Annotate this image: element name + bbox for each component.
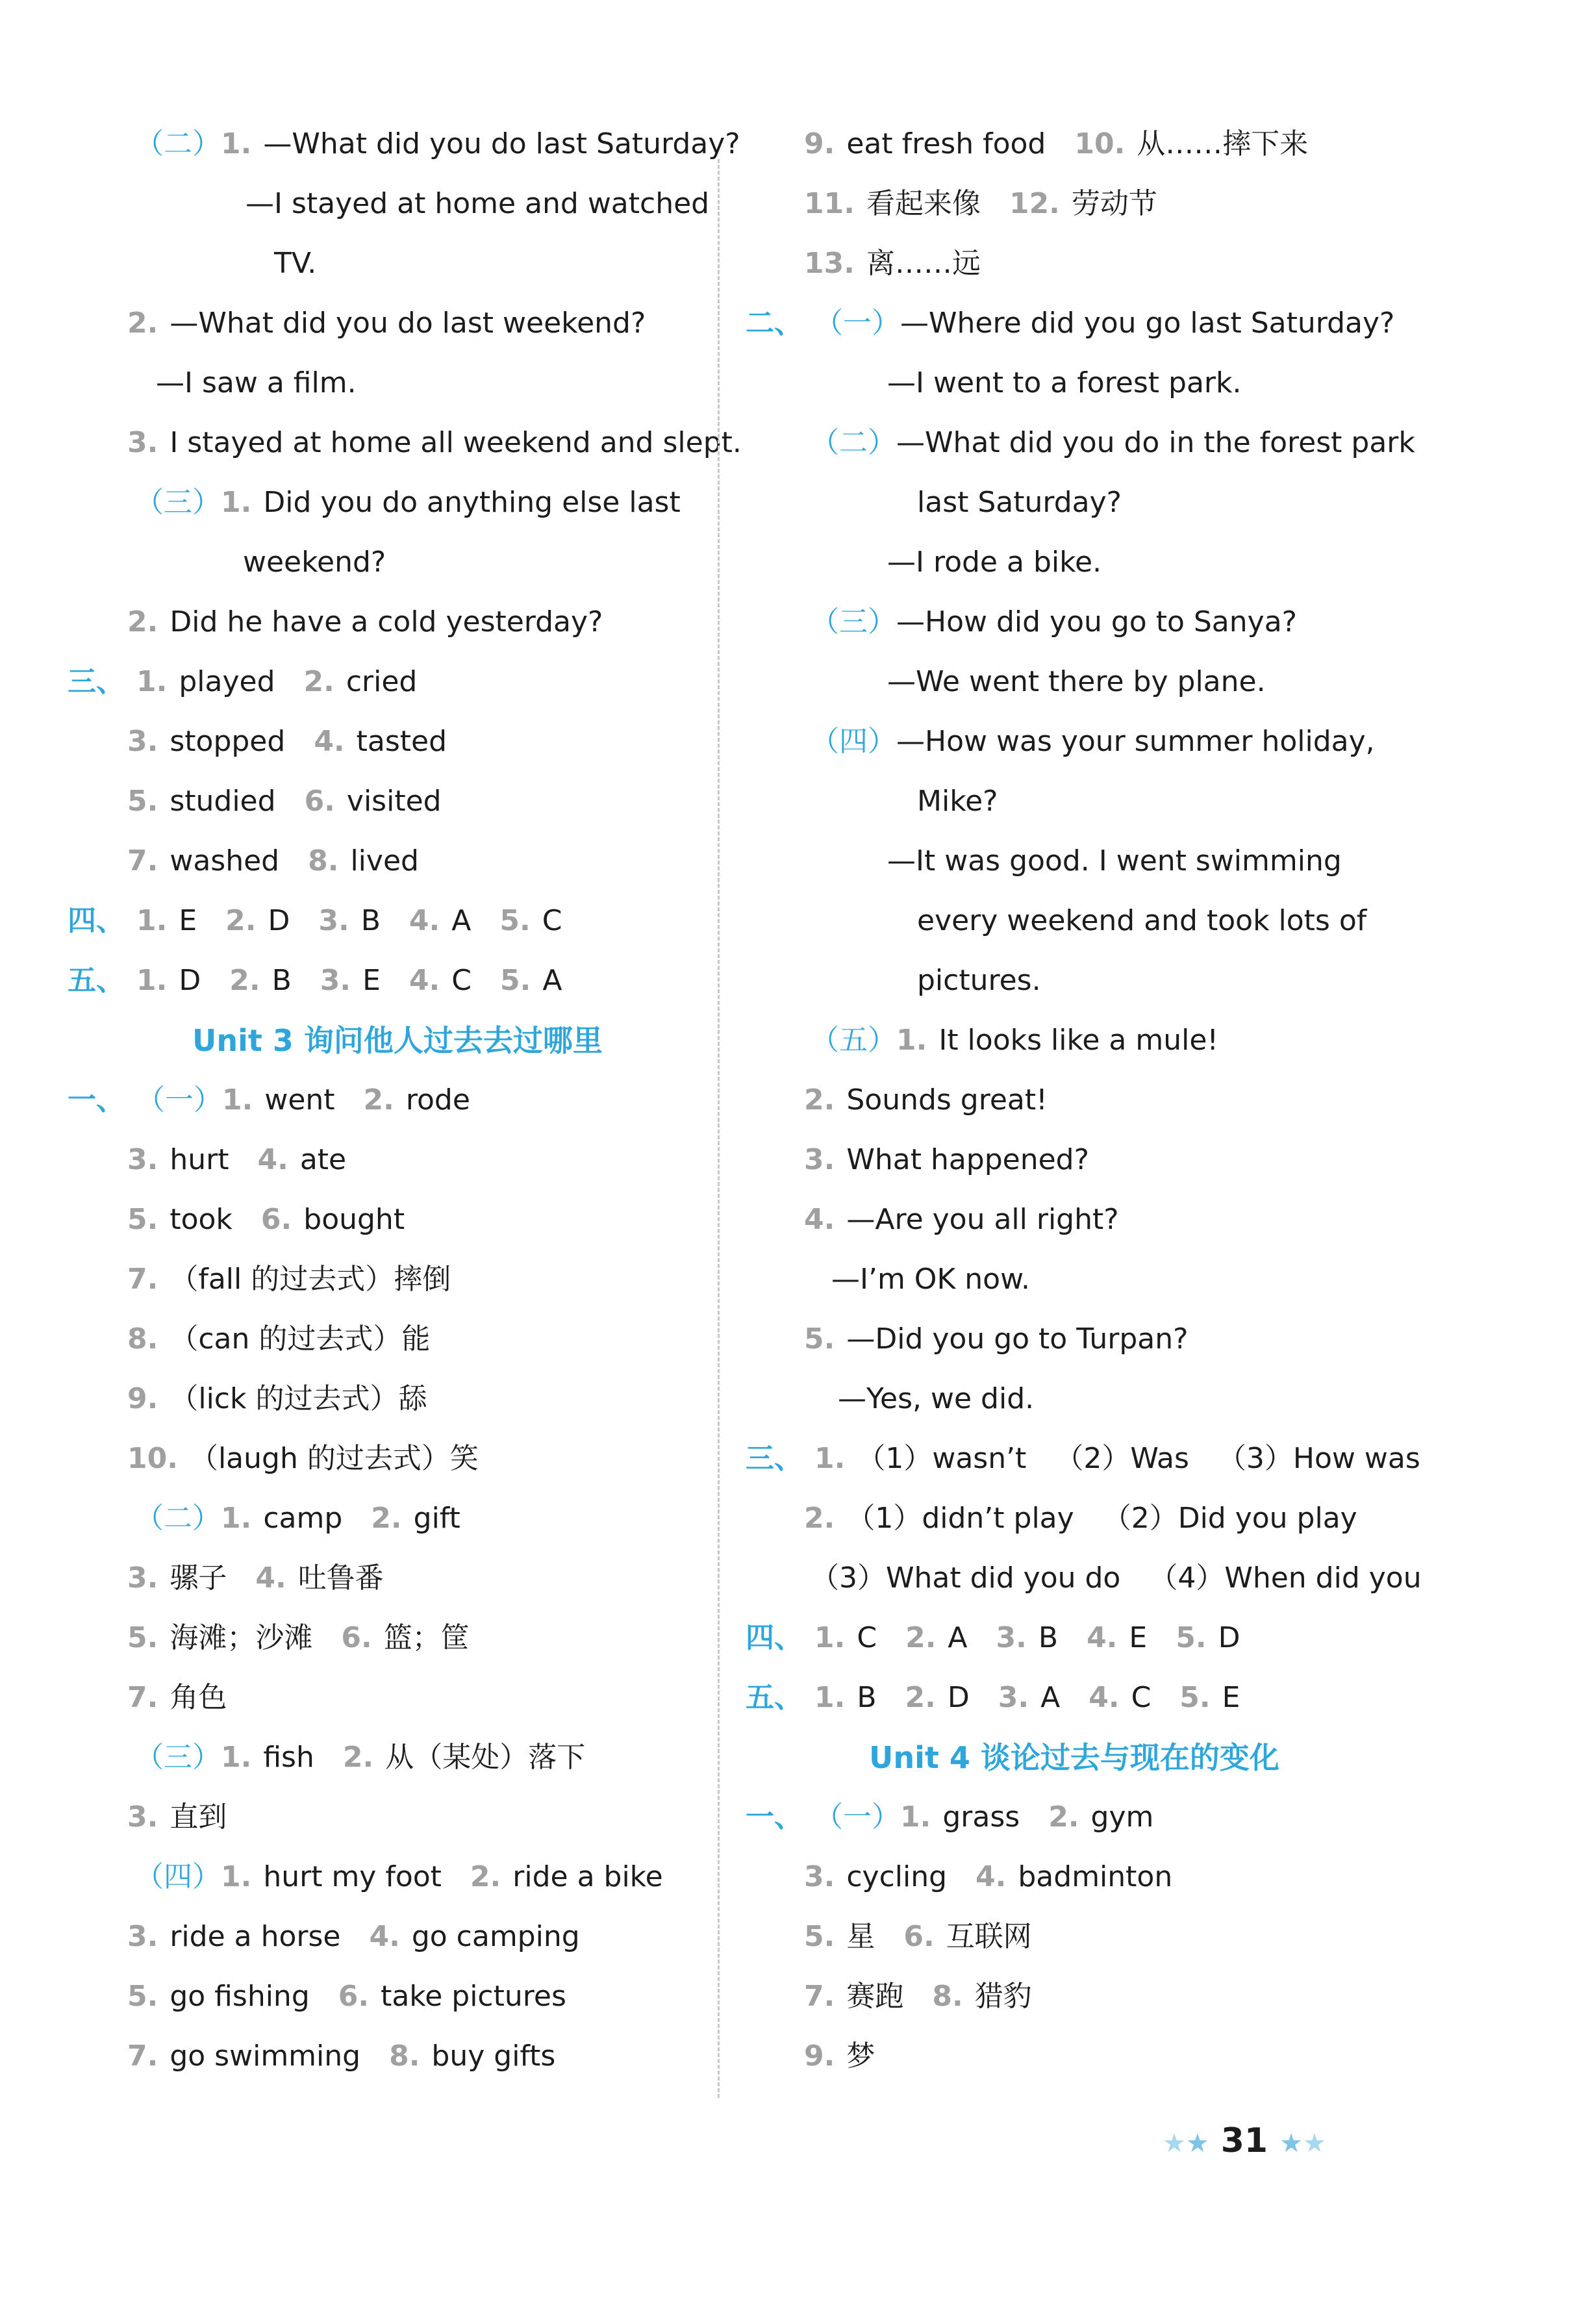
answer-line [127, 1190, 405, 1250]
answer-text: （1）wasn’t [857, 1442, 1027, 1475]
item-number: 1. [136, 964, 168, 997]
answer-text: 猎豹 [974, 1980, 1032, 2013]
part-marker: （三） [135, 486, 221, 519]
item-number: 3. [127, 1561, 158, 1595]
answer-text: fish [263, 1741, 314, 1774]
item-number: 6. [260, 1203, 292, 1236]
section-marker: 五、 [68, 964, 125, 997]
item-number: 5. [804, 1322, 835, 1356]
answer-text: studied [170, 785, 276, 818]
item-number: 7. [127, 2040, 158, 2073]
item-number: 3. [320, 964, 351, 997]
answer-line [68, 951, 562, 1011]
answer-text: D [1218, 1621, 1240, 1654]
item-number: 3. [804, 1143, 835, 1176]
answer-line [811, 413, 1415, 473]
item-number: 2. [363, 1083, 394, 1117]
answer-line [811, 1011, 1218, 1070]
answer-line [746, 1787, 1153, 1847]
answer-text: washed [170, 844, 280, 878]
part-marker: （一） [814, 1800, 900, 1834]
answer-text: gym [1090, 1800, 1154, 1834]
answer-text: tasted [356, 725, 447, 758]
item-number: 1. [136, 904, 168, 937]
item-number: 13. [804, 247, 855, 280]
item-number: 10. [127, 1442, 178, 1475]
answer-line [746, 1429, 1420, 1489]
answer-text: Sounds great! [846, 1083, 1048, 1117]
item-number: 5. [127, 1203, 158, 1236]
item-number: 2. [371, 1502, 402, 1535]
answer-line [838, 1369, 1034, 1429]
item-number: 8. [932, 1980, 963, 2013]
answer-text: It looks like a mule! [938, 1024, 1219, 1057]
item-number: 1. [896, 1024, 927, 1057]
answer-text: 海滩；沙滩 [170, 1621, 313, 1654]
item-number: 2. [303, 665, 334, 698]
item-number: 7. [127, 1263, 158, 1296]
answer-text: cycling [846, 1860, 948, 1893]
item-number: 3. [804, 1860, 835, 1893]
answer-text: C [1131, 1681, 1152, 1714]
answer-text: I stayed at home all weekend and slept. [170, 426, 742, 459]
item-number: 1. [221, 1860, 252, 1893]
answer-text: B [271, 964, 292, 997]
answer-line [243, 533, 386, 592]
answer-line [68, 891, 562, 951]
item-number: 2. [229, 964, 260, 997]
answer-line [127, 1907, 580, 1967]
item-number: 6. [304, 785, 335, 818]
item-number: 5. [127, 1980, 158, 2013]
part-marker: （四） [135, 1860, 221, 1893]
answer-text: 星 [846, 1920, 875, 1953]
answer-line [127, 592, 603, 652]
item-number: 5. [500, 964, 531, 997]
item-number: 3. [127, 1143, 158, 1176]
answer-text: 从……摔下来 [1137, 127, 1309, 160]
answer-line [245, 174, 709, 234]
answer-text: —Yes, we did. [838, 1382, 1035, 1415]
item-number: 4. [314, 725, 345, 758]
answer-text: ride a bike [512, 1860, 663, 1893]
answer-text: A [542, 964, 562, 997]
answer-line [887, 652, 1266, 712]
part-marker: （三） [135, 1741, 221, 1774]
item-number: 2. [342, 1741, 374, 1774]
page-number: 31 [1220, 2121, 1268, 2160]
answer-text: grass [942, 1800, 1020, 1834]
item-number: 2. [804, 1083, 835, 1117]
item-number: 12. [1009, 187, 1060, 220]
answer-text: camp [263, 1502, 343, 1535]
answer-text: —What did you do in the forest park [896, 426, 1415, 459]
answer-text: E [1129, 1621, 1148, 1654]
answer-line [887, 353, 1241, 413]
unit-title: Unit 4 谈论过去与现在的变化 [869, 1740, 1279, 1775]
answer-line [274, 234, 316, 294]
answer-text: D [179, 964, 201, 997]
answer-text: —How did you go to Sanya? [896, 605, 1298, 638]
answer-text: —What did you do last Saturday? [263, 127, 740, 160]
answer-text: D [268, 904, 290, 937]
answer-text: —It was good. I went swimming [887, 844, 1342, 878]
answer-text: go camping [411, 1920, 580, 1953]
item-number: 4. [976, 1860, 1007, 1893]
answer-text: went [264, 1083, 335, 1117]
item-number: 1. [814, 1681, 846, 1714]
item-number: 3. [127, 1800, 158, 1834]
answer-text: A [1040, 1681, 1061, 1714]
answer-line [804, 234, 981, 294]
answer-text: （2）Was [1055, 1442, 1189, 1475]
answer-line [804, 1070, 1048, 1130]
answer-line [127, 1608, 470, 1668]
answer-text: What happened? [846, 1143, 1089, 1176]
answer-text: A [948, 1621, 968, 1654]
part-marker: （二） [135, 127, 221, 160]
answer-text: —I rode a bike. [887, 546, 1102, 579]
section-marker: 四、 [68, 904, 125, 937]
item-number: 5. [1176, 1621, 1207, 1654]
answer-text: —What did you do last weekend? [170, 307, 646, 340]
answer-text: （can 的过去式）能 [170, 1322, 431, 1356]
answer-text: lived [350, 844, 419, 878]
answer-text: ate [299, 1143, 347, 1176]
item-number: 1. [900, 1800, 931, 1834]
item-number: 1. [814, 1621, 846, 1654]
answer-text: visited [346, 785, 442, 818]
item-number: 6. [341, 1621, 372, 1654]
answer-text: hurt my foot [263, 1860, 442, 1893]
answer-text: go swimming [170, 2040, 361, 2073]
item-number: 4. [409, 904, 440, 937]
answer-text: A [451, 904, 472, 937]
part-marker: （二） [135, 1502, 221, 1535]
item-number: 1. [221, 1741, 252, 1774]
answer-line [127, 1369, 427, 1429]
answer-text: TV. [274, 247, 317, 280]
answer-text: （2）Did you play [1102, 1502, 1357, 1535]
answer-text: 直到 [170, 1800, 227, 1834]
answer-line [746, 294, 1394, 353]
item-number: 2. [905, 1621, 937, 1654]
item-number: 4. [255, 1561, 286, 1595]
answer-text: E [1222, 1681, 1240, 1714]
item-number: 11. [804, 187, 855, 220]
answer-text: played [179, 665, 275, 698]
answer-line [804, 1190, 1119, 1250]
unit-title: Unit 3 询问他人过去去过哪里 [192, 1023, 603, 1058]
answer-text: go fishing [170, 1980, 310, 2013]
answer-text: take pictures [381, 1980, 566, 2013]
answer-text: 吐鲁番 [297, 1561, 384, 1595]
answer-line [68, 652, 417, 712]
answer-line [917, 951, 1041, 1011]
answer-line [127, 772, 442, 831]
answer-text: weekend? [243, 546, 386, 579]
answer-line [127, 294, 646, 353]
answer-text: （1）didn’t play [846, 1502, 1074, 1535]
item-number: 1. [221, 1502, 252, 1535]
part-marker: （四） [811, 725, 896, 758]
item-number: 1. [136, 665, 168, 698]
answer-text: pictures. [917, 964, 1041, 997]
answer-text: （laugh 的过去式）笑 [189, 1442, 479, 1475]
item-number: 5. [1179, 1681, 1211, 1714]
answer-line [887, 533, 1101, 592]
item-number: 1. [222, 1083, 253, 1117]
section-marker: 三、 [68, 665, 125, 698]
answer-line [156, 353, 357, 413]
answer-line [804, 1130, 1089, 1190]
answer-line [804, 114, 1308, 174]
answer-line [135, 1728, 585, 1787]
answer-text: cried [346, 665, 418, 698]
answer-text: rode [405, 1083, 470, 1117]
answer-text: Did you do anything else last [263, 486, 681, 519]
answer-line [127, 1967, 566, 2027]
answer-text: B [857, 1681, 877, 1714]
section-marker: 二、 [746, 307, 803, 340]
answer-text: ride a horse [170, 1920, 341, 1953]
item-number: 10. [1074, 127, 1126, 160]
item-number: 8. [389, 2040, 420, 2073]
answer-line [917, 891, 1366, 951]
answer-line [68, 1070, 470, 1130]
answer-line [127, 1309, 430, 1369]
answer-line [917, 473, 1122, 533]
item-number: 7. [127, 844, 158, 878]
answer-text: —Did you go to Turpan? [846, 1322, 1189, 1356]
answer-text: Mike? [917, 785, 998, 818]
item-number: 1. [221, 486, 252, 519]
item-number: 9. [804, 127, 835, 160]
section-marker: 一、 [746, 1800, 803, 1834]
page-number-footer [1163, 2110, 1326, 2172]
answer-text: （4）When did you [1149, 1561, 1422, 1595]
item-number: 4. [409, 964, 440, 997]
part-marker: （五） [811, 1024, 896, 1057]
item-number: 4. [1087, 1621, 1118, 1654]
answer-line [811, 592, 1297, 652]
answer-text: C [542, 904, 562, 937]
item-number: 2. [1048, 1800, 1079, 1834]
item-number: 1. [814, 1442, 846, 1475]
item-number: 4. [1089, 1681, 1120, 1714]
star-icon: ★ [1185, 2128, 1209, 2158]
item-number: 2. [470, 1860, 501, 1893]
answer-text: B [360, 904, 381, 937]
answer-line [127, 1429, 479, 1489]
answer-text: （3）How was [1217, 1442, 1420, 1475]
item-number: 3. [996, 1621, 1027, 1654]
item-number: 5. [127, 1621, 158, 1654]
answer-text: bought [303, 1203, 405, 1236]
answer-line [127, 1250, 451, 1309]
answer-line [917, 772, 998, 831]
item-number: 8. [308, 844, 339, 878]
answer-line [127, 831, 419, 891]
answer-text: —Where did you go last Saturday? [900, 307, 1395, 340]
star-icon: ★ [1163, 2128, 1186, 2158]
item-number: 4. [804, 1203, 835, 1236]
answer-line [887, 831, 1342, 891]
answer-line [135, 1847, 663, 1907]
answer-text: every weekend and took lots of [917, 904, 1367, 937]
item-number: 7. [804, 1980, 835, 2013]
item-number: 1. [221, 127, 252, 160]
item-number: 2. [905, 1681, 936, 1714]
answer-text: —I’m OK now. [831, 1263, 1031, 1296]
answer-text: —I saw a film. [156, 366, 357, 399]
star-icon: ★ [1279, 2128, 1303, 2158]
section-marker: 一、 [68, 1083, 125, 1117]
item-number: 9. [127, 1382, 158, 1415]
answer-line [811, 712, 1375, 772]
item-number: 2. [127, 307, 158, 340]
answer-line [746, 1668, 1240, 1728]
answer-line [127, 1668, 227, 1728]
answer-text: 看起来像 [866, 187, 981, 220]
answer-text: —Are you all right? [846, 1203, 1119, 1236]
answer-text: 赛跑 [846, 1980, 904, 2013]
answer-line [804, 1489, 1357, 1548]
item-number: 4. [257, 1143, 288, 1176]
answer-text: D [947, 1681, 970, 1714]
answer-line [804, 1309, 1189, 1369]
answer-text: buy gifts [431, 2040, 556, 2073]
item-number: 6. [903, 1920, 935, 1953]
answer-text: C [857, 1621, 877, 1654]
answer-line [127, 1130, 346, 1190]
answer-text: 梦 [846, 2040, 875, 2073]
answer-text: （fall 的过去式）摔倒 [170, 1263, 451, 1296]
star-icon: ★ [1302, 2128, 1326, 2158]
item-number: 3. [998, 1681, 1029, 1714]
section-marker: 五、 [746, 1681, 803, 1714]
item-number: 2. [225, 904, 257, 937]
answer-text: 劳动节 [1071, 187, 1157, 220]
answer-text: 互联网 [946, 1920, 1032, 1953]
answer-line [746, 1608, 1240, 1668]
answer-line [135, 473, 681, 533]
answer-text: E [362, 964, 381, 997]
answer-line [804, 2027, 875, 2086]
answer-line [135, 114, 740, 174]
answer-text: 篮；筐 [383, 1621, 470, 1654]
answer-text: 角色 [170, 1681, 227, 1714]
answer-text: took [170, 1203, 233, 1236]
answer-text: B [1038, 1621, 1059, 1654]
answer-text: last Saturday? [917, 486, 1122, 519]
part-marker: （一） [136, 1083, 222, 1117]
item-number: 3. [127, 725, 158, 758]
item-number: 2. [804, 1502, 835, 1535]
item-number: 5. [127, 785, 158, 818]
answer-text: （3）What did you do [811, 1561, 1121, 1595]
item-number: 3. [127, 426, 158, 459]
item-number: 3. [318, 904, 349, 937]
answer-line [127, 413, 742, 473]
answer-line [831, 1250, 1030, 1309]
answer-text: Did he have a cold yesterday? [170, 605, 603, 638]
answer-text: —I went to a forest park. [887, 366, 1242, 399]
answer-line [804, 1907, 1032, 1967]
item-number: 3. [127, 1920, 158, 1953]
part-marker: （二） [811, 426, 896, 459]
item-number: 5. [804, 1920, 835, 1953]
answer-text: 离……远 [866, 247, 981, 280]
answer-text: 骡子 [170, 1561, 227, 1595]
answer-text: eat fresh food [846, 127, 1046, 160]
item-number: 6. [338, 1980, 370, 2013]
item-number: 4. [369, 1920, 400, 1953]
item-number: 2. [127, 605, 158, 638]
answer-line [804, 1847, 1172, 1907]
section-marker: 三、 [746, 1442, 803, 1475]
answer-line [127, 712, 447, 772]
answer-line [127, 1787, 227, 1847]
item-number: 7. [127, 1681, 158, 1714]
answer-line [135, 1489, 460, 1548]
section-marker: 四、 [746, 1621, 803, 1654]
answer-text: hurt [170, 1143, 229, 1176]
answer-text: E [179, 904, 197, 937]
answer-line [804, 1967, 1032, 2027]
item-number: 9. [804, 2040, 835, 2073]
answer-text: —We went there by plane. [887, 665, 1266, 698]
answer-text: —How was your summer holiday, [896, 725, 1375, 758]
answer-line [804, 174, 1157, 234]
item-number: 5. [499, 904, 531, 937]
answer-text: stopped [170, 725, 286, 758]
answer-text: —I stayed at home and watched [245, 187, 710, 220]
answer-line [127, 2027, 555, 2086]
answer-text: （lick 的过去式）舔 [170, 1382, 427, 1415]
part-marker: （三） [811, 605, 896, 638]
column-divider [718, 159, 720, 2098]
part-marker: （一） [814, 307, 900, 340]
answer-text: C [451, 964, 472, 997]
item-number: 8. [127, 1322, 158, 1356]
answer-text: badminton [1018, 1860, 1173, 1893]
answer-line [127, 1548, 384, 1608]
answer-line [811, 1548, 1422, 1608]
answer-text: 从（某处）落下 [385, 1741, 586, 1774]
answer-text: gift [413, 1502, 460, 1535]
